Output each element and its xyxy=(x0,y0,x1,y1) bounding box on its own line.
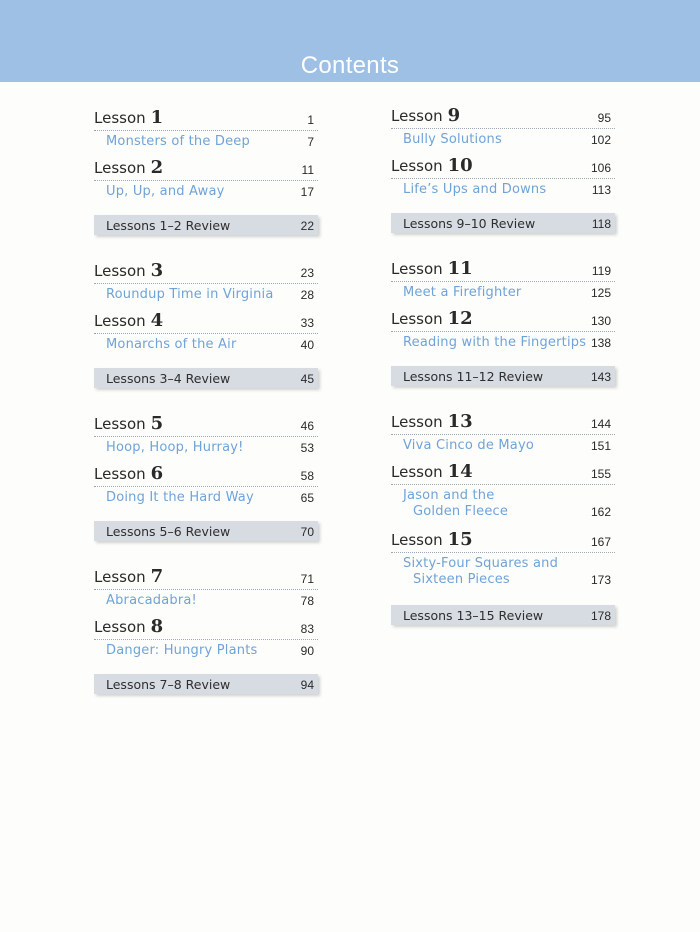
lesson-label xyxy=(391,411,473,432)
review-entry[interactable] xyxy=(391,605,615,625)
lesson-word: Lesson xyxy=(94,159,146,177)
lesson-word: Lesson xyxy=(94,618,146,636)
review-title: Lessons 13–15 Review xyxy=(403,608,544,623)
lesson-number: 14 xyxy=(447,461,473,482)
story-entry[interactable] xyxy=(94,184,318,200)
lesson-word: Lesson xyxy=(391,310,443,328)
story-entry[interactable] xyxy=(94,440,318,456)
story-entry[interactable] xyxy=(391,488,615,520)
story-title: Monarchs of the Air xyxy=(106,337,237,352)
lesson-page-number: 167 xyxy=(590,535,611,549)
lesson-heading[interactable] xyxy=(391,412,615,435)
lesson-heading[interactable] xyxy=(94,414,318,437)
lesson-number: 5 xyxy=(150,413,164,434)
review-title: Lessons 9–10 Review xyxy=(403,216,536,231)
lesson-heading[interactable] xyxy=(94,311,318,334)
lesson-label xyxy=(391,529,473,550)
lesson-heading[interactable] xyxy=(94,464,318,487)
lesson-word: Lesson xyxy=(391,463,443,481)
story-title-line: Sixteen Pieces xyxy=(413,572,510,587)
lesson-word: Lesson xyxy=(391,260,443,278)
story-page-number: 151 xyxy=(590,439,611,453)
story-title: Abracadabra! xyxy=(106,593,197,608)
lesson-label xyxy=(94,463,163,484)
lesson-heading[interactable] xyxy=(391,462,615,485)
lesson-label xyxy=(391,461,473,482)
lesson-heading[interactable] xyxy=(94,617,318,640)
lesson-page-number: 33 xyxy=(300,316,314,330)
story-page-number: 53 xyxy=(300,441,314,455)
story-page-number: 17 xyxy=(300,185,314,199)
lesson-label xyxy=(94,616,163,637)
story-page-number: 113 xyxy=(591,183,611,197)
header-bar xyxy=(0,0,700,82)
page-title: Contents xyxy=(300,52,400,79)
lesson-page-number: 58 xyxy=(300,469,314,483)
review-entry[interactable] xyxy=(391,366,615,386)
lesson-label xyxy=(94,413,163,434)
story-title-line: Sixty-Four Squares and xyxy=(403,556,559,571)
review-page-number: 45 xyxy=(300,372,314,386)
lesson-word: Lesson xyxy=(391,157,443,175)
review-page-number: 22 xyxy=(300,219,314,233)
review-title: Lessons 11–12 Review xyxy=(403,369,544,384)
lesson-label xyxy=(391,105,460,126)
lesson-page-number: 1 xyxy=(307,113,314,127)
lesson-heading[interactable] xyxy=(94,567,318,590)
lesson-word: Lesson xyxy=(94,312,146,330)
story-entry[interactable] xyxy=(94,643,318,659)
lesson-word: Lesson xyxy=(94,568,146,586)
story-title: Up, Up, and Away xyxy=(106,184,225,199)
lesson-page-number: 106 xyxy=(590,161,611,175)
story-page-number: 125 xyxy=(590,286,611,300)
lesson-heading[interactable] xyxy=(391,156,615,179)
lesson-page-number: 46 xyxy=(300,419,314,433)
story-title: Doing It the Hard Way xyxy=(106,490,254,505)
lesson-number: 11 xyxy=(447,258,473,279)
story-entry[interactable] xyxy=(391,285,615,301)
story-title: Bully Solutions xyxy=(403,132,502,147)
review-page-number: 70 xyxy=(300,525,314,539)
story-page-number: 173 xyxy=(590,573,611,587)
story-title: Reading with the Fingertips xyxy=(403,335,587,350)
lesson-label xyxy=(94,107,163,128)
story-title: Monsters of the Deep xyxy=(106,134,250,149)
story-entry[interactable] xyxy=(391,556,615,588)
story-page-number: 40 xyxy=(300,338,314,352)
lesson-word: Lesson xyxy=(94,262,146,280)
review-title: Lessons 1–2 Review xyxy=(106,218,231,233)
lesson-label xyxy=(391,308,473,329)
lesson-word: Lesson xyxy=(94,415,146,433)
lesson-word: Lesson xyxy=(94,465,146,483)
review-page-number: 178 xyxy=(590,609,611,623)
lesson-word: Lesson xyxy=(94,109,146,127)
lesson-heading[interactable] xyxy=(391,530,615,553)
story-page-number: 7 xyxy=(307,135,314,149)
lesson-heading[interactable] xyxy=(391,259,615,282)
lesson-heading[interactable] xyxy=(391,309,615,332)
story-title-line: Golden Fleece xyxy=(413,504,509,519)
lesson-label xyxy=(94,566,163,587)
lesson-number: 12 xyxy=(447,308,473,329)
review-page-number: 118 xyxy=(591,217,611,231)
story-title: Roundup Time in Virginia xyxy=(106,287,274,302)
lesson-number: 2 xyxy=(150,157,164,178)
lesson-heading[interactable] xyxy=(94,158,318,181)
review-title: Lessons 5–6 Review xyxy=(106,524,231,539)
story-title: Meet a Firefighter xyxy=(403,285,522,300)
review-entry[interactable] xyxy=(94,368,318,388)
review-title: Lessons 3–4 Review xyxy=(106,371,231,386)
story-title: Viva Cinco de Mayo xyxy=(403,438,534,453)
lesson-heading[interactable] xyxy=(94,108,318,131)
story-title: Danger: Hungry Plants xyxy=(106,643,258,658)
lesson-page-number: 119 xyxy=(591,264,611,278)
lesson-heading[interactable] xyxy=(94,261,318,284)
story-entry[interactable] xyxy=(94,490,318,506)
review-entry[interactable] xyxy=(94,674,318,694)
story-page-number: 65 xyxy=(300,491,314,505)
story-entry[interactable] xyxy=(391,335,615,351)
story-entry[interactable] xyxy=(94,134,318,150)
lesson-number: 1 xyxy=(150,107,164,128)
review-entry[interactable] xyxy=(94,521,318,541)
lesson-word: Lesson xyxy=(391,413,443,431)
lesson-heading[interactable] xyxy=(391,106,615,129)
lesson-label xyxy=(94,260,163,281)
story-entry[interactable] xyxy=(391,438,615,454)
story-page-number: 138 xyxy=(590,336,611,350)
story-entry[interactable] xyxy=(391,132,615,148)
lesson-number: 4 xyxy=(150,310,164,331)
story-entry[interactable] xyxy=(94,593,318,609)
review-entry[interactable] xyxy=(391,213,615,233)
lesson-page-number: 130 xyxy=(590,314,611,328)
lesson-label xyxy=(391,258,473,279)
lesson-number: 15 xyxy=(447,529,473,550)
lesson-number: 7 xyxy=(150,566,164,587)
lesson-page-number: 155 xyxy=(590,467,611,481)
story-page-number: 102 xyxy=(590,133,611,147)
story-page-number: 162 xyxy=(590,505,611,519)
review-page-number: 143 xyxy=(590,370,611,384)
lesson-label xyxy=(391,155,473,176)
lesson-page-number: 71 xyxy=(300,572,314,586)
story-title-line: Jason and the xyxy=(403,488,495,503)
lesson-page-number: 144 xyxy=(590,417,611,431)
lesson-number: 13 xyxy=(447,411,473,432)
story-page-number: 28 xyxy=(300,288,314,302)
lesson-label xyxy=(94,157,163,178)
story-title: Life’s Ups and Downs xyxy=(403,182,547,197)
lesson-page-number: 23 xyxy=(300,266,314,280)
story-entry[interactable] xyxy=(94,337,318,353)
lesson-number: 6 xyxy=(150,463,164,484)
story-entry[interactable] xyxy=(391,182,615,198)
story-entry[interactable] xyxy=(94,287,318,303)
lesson-page-number: 95 xyxy=(597,111,611,125)
story-page-number: 90 xyxy=(300,644,314,658)
lesson-number: 10 xyxy=(447,155,473,176)
lesson-word: Lesson xyxy=(391,107,443,125)
lesson-number: 9 xyxy=(447,105,461,126)
review-title: Lessons 7–8 Review xyxy=(106,677,231,692)
review-entry[interactable] xyxy=(94,215,318,235)
lesson-page-number: 11 xyxy=(301,163,314,177)
lesson-word: Lesson xyxy=(391,531,443,549)
review-page-number: 94 xyxy=(300,678,314,692)
lesson-number: 3 xyxy=(150,260,164,281)
story-title: Hoop, Hoop, Hurray! xyxy=(106,440,244,455)
lesson-page-number: 83 xyxy=(300,622,314,636)
lesson-number: 8 xyxy=(150,616,164,637)
lesson-label xyxy=(94,310,163,331)
story-page-number: 78 xyxy=(300,594,314,608)
